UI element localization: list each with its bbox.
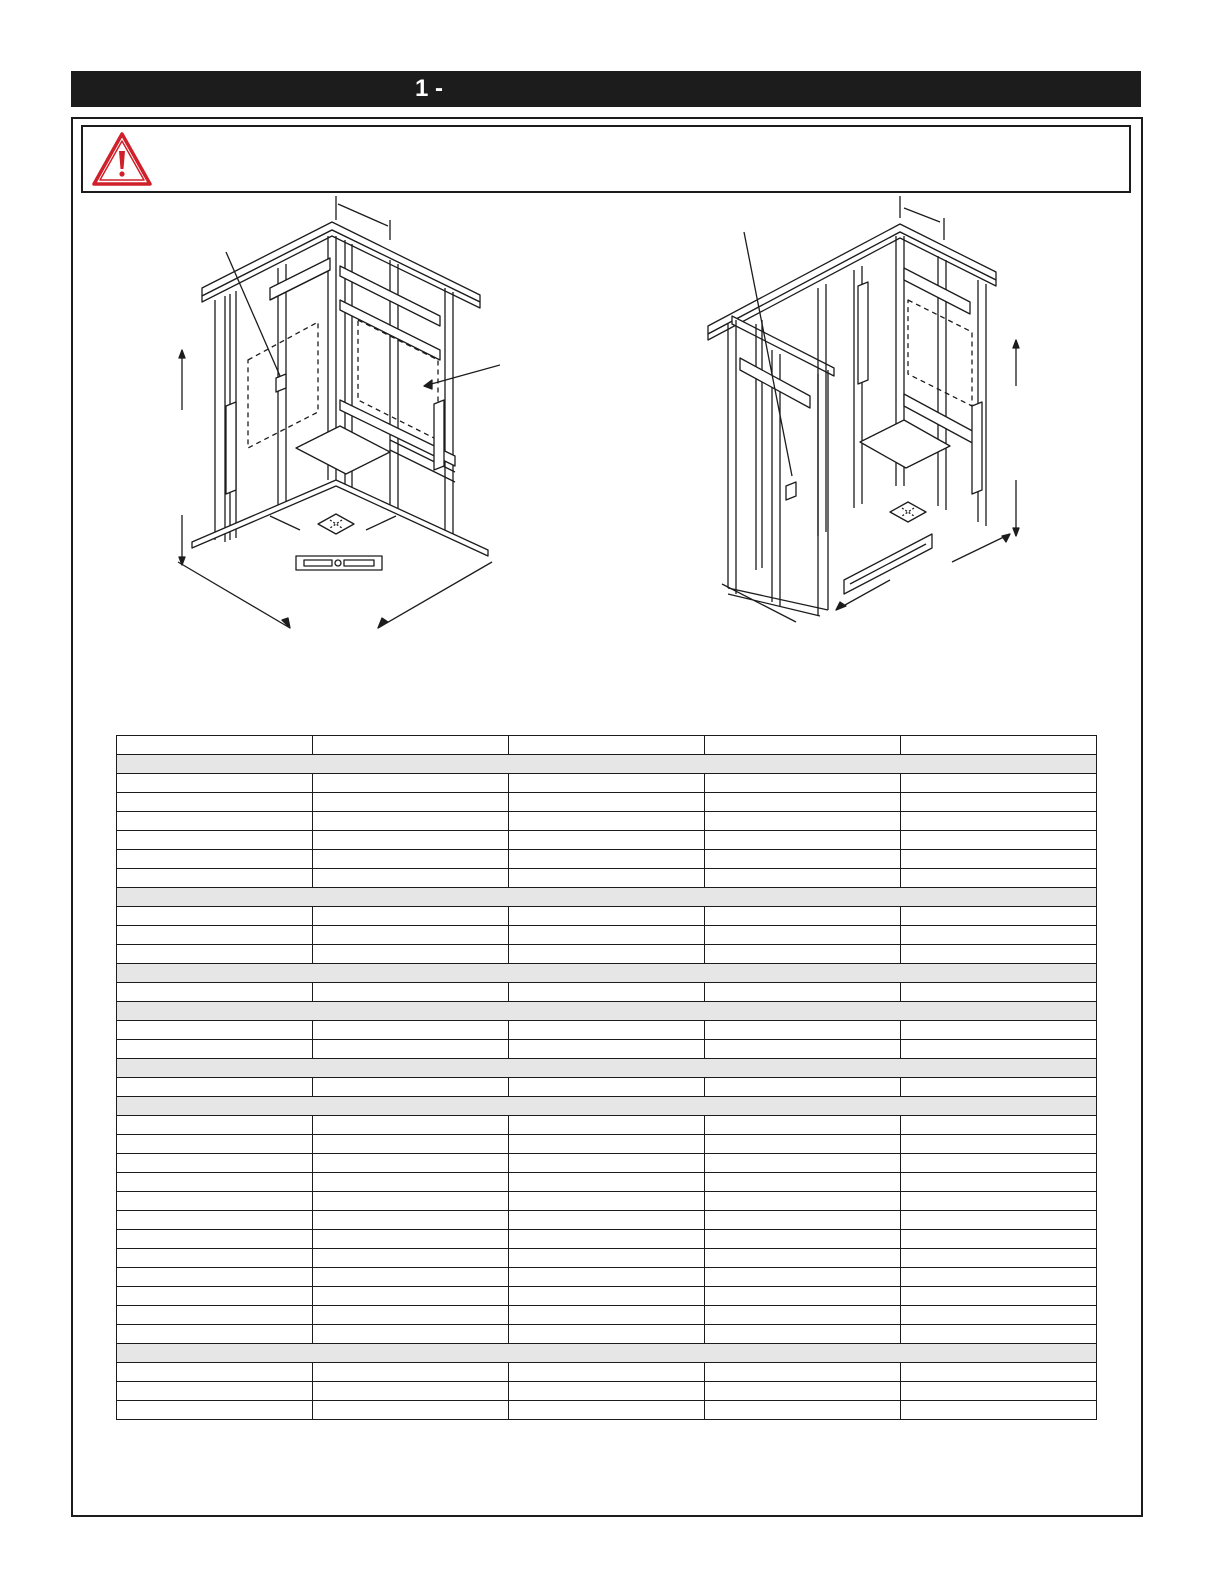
table-row <box>117 1325 1097 1344</box>
stud-wall-alcove-framing <box>170 190 500 635</box>
table-row <box>117 983 1097 1002</box>
table-header-row <box>117 736 1097 755</box>
table-section-row <box>117 964 1097 983</box>
table-cell <box>901 1382 1097 1401</box>
table-cell <box>509 1040 705 1059</box>
table-cell <box>509 1363 705 1382</box>
table-cell <box>705 945 901 964</box>
table-cell <box>313 1382 509 1401</box>
table-cell <box>705 1230 901 1249</box>
table-row <box>117 1021 1097 1040</box>
table-cell <box>705 774 901 793</box>
table-cell <box>705 812 901 831</box>
table-row <box>117 1040 1097 1059</box>
table-cell <box>901 869 1097 888</box>
table-cell <box>117 1116 313 1135</box>
table-cell <box>509 1021 705 1040</box>
table-cell <box>705 1363 901 1382</box>
table-cell <box>313 1325 509 1344</box>
table-cell <box>313 1268 509 1287</box>
table-cell <box>705 1135 901 1154</box>
table-cell <box>705 1173 901 1192</box>
table-row <box>117 869 1097 888</box>
table-cell <box>705 869 901 888</box>
section-header-bar <box>71 71 1141 107</box>
table-cell <box>509 1211 705 1230</box>
table-cell <box>313 812 509 831</box>
table-cell <box>313 774 509 793</box>
stud-wall-corner-framing <box>700 190 1030 635</box>
table-row <box>117 1306 1097 1325</box>
table-cell <box>313 1173 509 1192</box>
table-cell <box>705 1192 901 1211</box>
table-row <box>117 1192 1097 1211</box>
table-row <box>117 831 1097 850</box>
table-cell <box>901 945 1097 964</box>
table-cell <box>901 1401 1097 1420</box>
table-cell <box>705 1211 901 1230</box>
table-cell <box>313 983 509 1002</box>
table-cell <box>313 1154 509 1173</box>
table-cell <box>901 1135 1097 1154</box>
table-cell <box>705 1154 901 1173</box>
table-row <box>117 1154 1097 1173</box>
step-number: 1 - <box>414 75 443 102</box>
table-row <box>117 926 1097 945</box>
table-cell <box>509 1116 705 1135</box>
table-cell <box>705 1401 901 1420</box>
table-cell <box>313 850 509 869</box>
table-section-row <box>117 888 1097 907</box>
table-cell <box>705 1021 901 1040</box>
table-row <box>117 1401 1097 1420</box>
table-cell <box>705 907 901 926</box>
table-cell <box>901 1116 1097 1135</box>
table-cell <box>313 1135 509 1154</box>
table-cell <box>509 831 705 850</box>
table-cell <box>705 1325 901 1344</box>
table-cell <box>901 1230 1097 1249</box>
table-cell <box>509 1306 705 1325</box>
table-row <box>117 945 1097 964</box>
table-section-label <box>117 755 1097 774</box>
table-cell <box>117 831 313 850</box>
table-cell <box>313 1211 509 1230</box>
table-cell <box>705 1040 901 1059</box>
table-row <box>117 1268 1097 1287</box>
table-cell <box>117 1078 313 1097</box>
table-cell <box>117 1211 313 1230</box>
table-cell <box>509 1230 705 1249</box>
table-cell <box>117 1287 313 1306</box>
table-cell <box>901 1173 1097 1192</box>
table-cell <box>117 1192 313 1211</box>
warning-box <box>81 125 1131 193</box>
table-cell <box>509 774 705 793</box>
table-cell <box>509 1249 705 1268</box>
table-cell <box>313 1401 509 1420</box>
table-cell <box>117 1382 313 1401</box>
table-cell <box>509 1135 705 1154</box>
table-cell <box>509 736 705 755</box>
table-cell <box>705 793 901 812</box>
table-cell <box>901 1040 1097 1059</box>
table-cell <box>117 812 313 831</box>
table-row <box>117 1230 1097 1249</box>
table-cell <box>509 945 705 964</box>
table-cell <box>509 869 705 888</box>
table-cell <box>313 831 509 850</box>
table-cell <box>901 983 1097 1002</box>
table-row <box>117 1382 1097 1401</box>
table-cell <box>509 926 705 945</box>
table-cell <box>117 793 313 812</box>
table-cell <box>705 1249 901 1268</box>
table-row <box>117 850 1097 869</box>
table-cell <box>313 1021 509 1040</box>
table-cell <box>705 831 901 850</box>
table-cell <box>901 1325 1097 1344</box>
table-cell <box>901 1306 1097 1325</box>
table-cell <box>705 983 901 1002</box>
table-cell <box>117 945 313 964</box>
table-cell <box>117 1363 313 1382</box>
table-cell <box>117 983 313 1002</box>
table-cell <box>117 774 313 793</box>
table-row <box>117 907 1097 926</box>
table-cell <box>117 926 313 945</box>
table-section-label <box>117 1344 1097 1363</box>
table-cell <box>117 1040 313 1059</box>
table-section-row <box>117 1002 1097 1021</box>
table-cell <box>901 812 1097 831</box>
table-cell <box>901 793 1097 812</box>
table-cell <box>313 1192 509 1211</box>
table-cell <box>509 793 705 812</box>
table-cell <box>313 1078 509 1097</box>
table-cell <box>117 736 313 755</box>
table-cell <box>509 1325 705 1344</box>
table-cell <box>705 736 901 755</box>
table-cell <box>313 1249 509 1268</box>
table-cell <box>509 1192 705 1211</box>
table-cell <box>509 1173 705 1192</box>
table-row <box>117 1287 1097 1306</box>
table-cell <box>705 1078 901 1097</box>
table-cell <box>313 1040 509 1059</box>
table-section-label <box>117 888 1097 907</box>
table-cell <box>705 1287 901 1306</box>
table-cell <box>117 850 313 869</box>
table-row <box>117 1211 1097 1230</box>
table-cell <box>901 1211 1097 1230</box>
table-row <box>117 774 1097 793</box>
warning-text <box>173 137 1119 181</box>
table-row <box>117 793 1097 812</box>
table-cell <box>509 1078 705 1097</box>
table-cell <box>509 907 705 926</box>
table-cell <box>705 1268 901 1287</box>
table-section-row <box>117 1344 1097 1363</box>
table-cell <box>509 983 705 1002</box>
table-section-row <box>117 1059 1097 1078</box>
table-cell <box>901 1268 1097 1287</box>
table-cell <box>313 869 509 888</box>
table-cell <box>509 1268 705 1287</box>
table-cell <box>313 1230 509 1249</box>
table-cell <box>313 736 509 755</box>
table-cell <box>117 1249 313 1268</box>
table-cell <box>509 1401 705 1420</box>
table-cell <box>117 1325 313 1344</box>
table-cell <box>705 1306 901 1325</box>
table-cell <box>705 1116 901 1135</box>
table-cell <box>117 1021 313 1040</box>
table-cell <box>509 812 705 831</box>
table-cell <box>509 1154 705 1173</box>
table-row <box>117 1135 1097 1154</box>
table-section-row <box>117 755 1097 774</box>
table-cell <box>117 1306 313 1325</box>
table-cell <box>705 926 901 945</box>
table-cell <box>509 1287 705 1306</box>
table-cell <box>313 793 509 812</box>
table-cell <box>901 736 1097 755</box>
table-section-label <box>117 1002 1097 1021</box>
table-cell <box>901 1363 1097 1382</box>
table-cell <box>509 1382 705 1401</box>
table-cell <box>705 1382 901 1401</box>
specification-table <box>116 735 1097 1420</box>
table-cell <box>313 945 509 964</box>
table-cell <box>117 1268 313 1287</box>
table-row <box>117 812 1097 831</box>
table-row <box>117 1249 1097 1268</box>
table-row <box>117 1078 1097 1097</box>
table-cell <box>117 1154 313 1173</box>
table-cell <box>705 850 901 869</box>
table-cell <box>901 926 1097 945</box>
table-cell <box>117 869 313 888</box>
table-cell <box>901 831 1097 850</box>
table-cell <box>901 1021 1097 1040</box>
table-cell <box>313 1363 509 1382</box>
table-row <box>117 1363 1097 1382</box>
table-cell <box>901 1192 1097 1211</box>
table-cell <box>313 1306 509 1325</box>
table-section-label <box>117 964 1097 983</box>
table-cell <box>117 1173 313 1192</box>
table-cell <box>313 1287 509 1306</box>
table-cell <box>901 1154 1097 1173</box>
table-cell <box>901 1078 1097 1097</box>
warning-triangle-icon <box>91 131 153 187</box>
table-cell <box>901 774 1097 793</box>
table-section-label <box>117 1097 1097 1116</box>
table-cell <box>117 1401 313 1420</box>
table-cell <box>901 907 1097 926</box>
table-section-row <box>117 1097 1097 1116</box>
table-cell <box>313 907 509 926</box>
table-cell <box>313 926 509 945</box>
table-section-label <box>117 1059 1097 1078</box>
table-row <box>117 1116 1097 1135</box>
table-cell <box>117 1230 313 1249</box>
table-cell <box>117 907 313 926</box>
table-cell <box>901 1287 1097 1306</box>
table-row <box>117 1173 1097 1192</box>
table-cell <box>509 850 705 869</box>
table-cell <box>901 850 1097 869</box>
table-cell <box>117 1135 313 1154</box>
table-cell <box>901 1249 1097 1268</box>
table-cell <box>313 1116 509 1135</box>
